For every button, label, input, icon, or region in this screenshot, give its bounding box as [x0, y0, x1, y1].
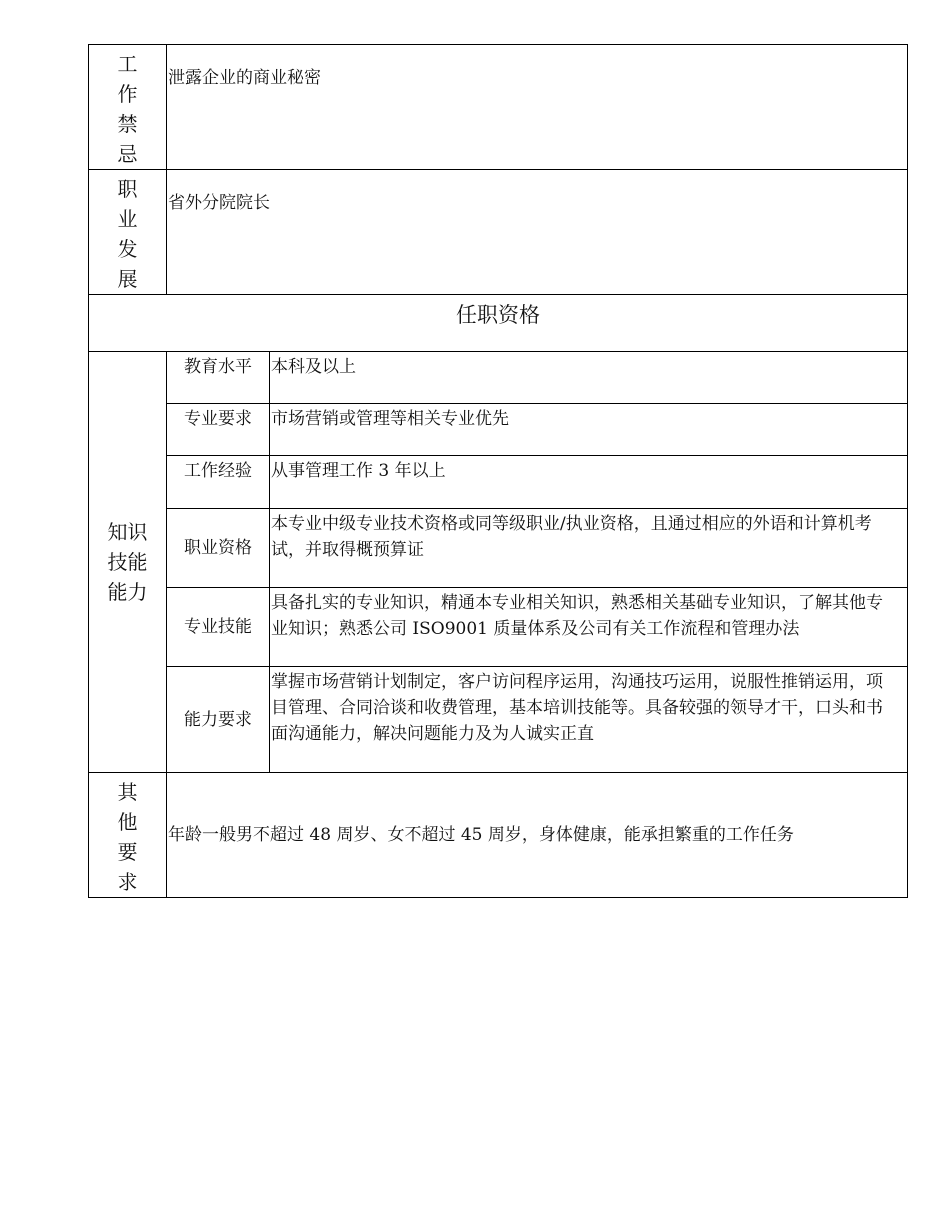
row-other-requirements	[89, 773, 908, 898]
job-description-table	[88, 44, 908, 898]
education-label: 教育水平	[167, 352, 270, 404]
experience-value: 从事管理工作 3 年以上	[270, 456, 908, 509]
qualification-value: 本专业中级专业技术资格或同等级职业/执业资格，且通过相应的外语和计算机考试，并取得概预算证	[270, 509, 908, 588]
row-professional-qualification	[89, 509, 908, 588]
qualification-label: 职业资格	[167, 509, 270, 588]
major-label: 专业要求	[167, 404, 270, 456]
knowledge-label: 知识技能能力	[107, 520, 148, 604]
experience-label: 工作经验	[167, 456, 270, 509]
career-value: 省外分院院长	[167, 170, 908, 295]
other-value: 年龄一般男不超过 48 周岁、女不超过 45 周岁，身体健康，能承担繁重的工作任务	[167, 773, 908, 898]
skills-value: 具备扎实的专业知识，精通本专业相关知识，熟悉相关基础专业知识，了解其他专业知识；熟悉公司 ISO9001 质量体系及公司有关工作流程和管理办法	[270, 588, 908, 667]
career-label: 职业发展	[117, 177, 138, 291]
row-education	[89, 352, 908, 404]
education-value: 本科及以上	[270, 352, 908, 404]
work-taboo-label: 工作禁忌	[117, 52, 138, 166]
qualifications-title: 任职资格	[89, 295, 908, 352]
row-professional-skills	[89, 588, 908, 667]
ability-label: 能力要求	[167, 667, 270, 773]
other-label-cell	[89, 773, 167, 898]
row-ability-requirement	[89, 667, 908, 773]
row-qualifications-header	[89, 295, 908, 352]
career-label-cell	[89, 170, 167, 295]
work-taboo-value: 泄露企业的商业秘密	[167, 45, 908, 170]
skills-label: 专业技能	[167, 588, 270, 667]
other-label: 其他要求	[117, 780, 138, 894]
row-major-requirement	[89, 404, 908, 456]
row-work-experience	[89, 456, 908, 509]
row-work-taboo	[89, 45, 908, 170]
row-career-development	[89, 170, 908, 295]
work-taboo-label-cell	[89, 45, 167, 170]
major-value: 市场营销或管理等相关专业优先	[270, 404, 908, 456]
knowledge-label-cell	[89, 352, 167, 773]
ability-value: 掌握市场营销计划制定，客户访问程序运用，沟通技巧运用，说服性推销运用，项目管理、合同洽谈和收费管理，基本培训技能等。具备较强的领导才干，口头和书面沟通能力，解决问题能力及为人诚实正直	[270, 667, 908, 773]
